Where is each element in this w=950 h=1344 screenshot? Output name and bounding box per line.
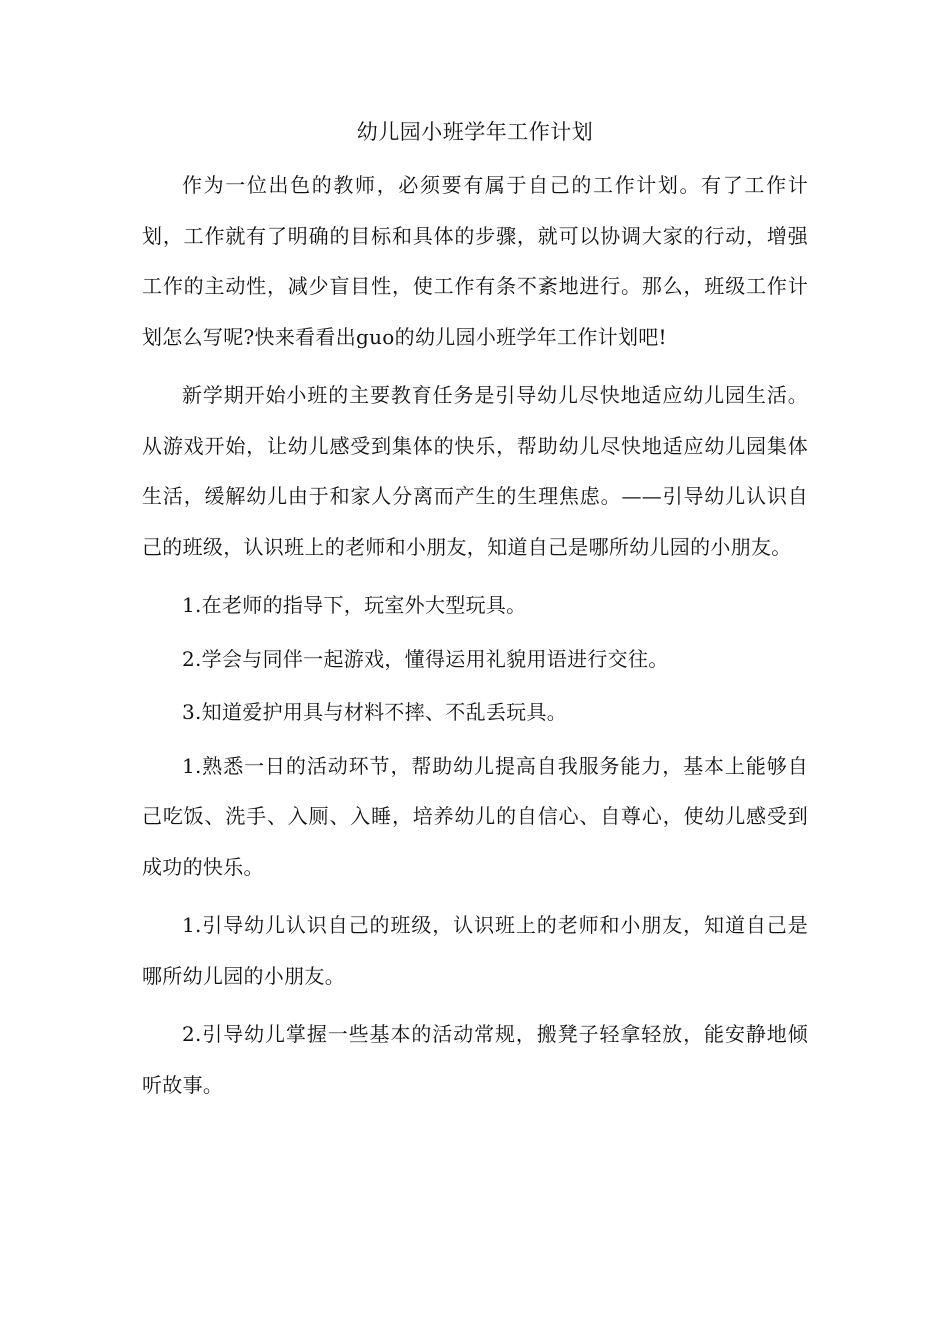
intro-paragraph: 作为一位出色的教师，必须要有属于自己的工作计划。有了工作计划，工作就有了明确的目标和具体的步骤，就可以协调大家的行动，增强工作的主动性，减少盲目性，使工作有条不紊地进行。那么，班级工作计划怎么写呢?快来看看出guo的幼儿园小班学年工作计划吧! — [142, 173, 808, 349]
document-page — [142, 112, 808, 1118]
task-paragraph: 新学期开始小班的主要教育任务是引导幼儿尽快地适应幼儿园生活。从游戏开始，让幼儿感受到集体的快乐，帮助幼儿尽快地适应幼儿园集体生活，缓解幼儿由于和家人分离而产生的生理焦虑。——引导幼儿认识自己的班级，认识班上的老师和小朋友，知道自己是哪所幼儿园的小朋友。 — [142, 383, 808, 559]
list-item: 2.学会与同伴一起游戏，懂得运用礼貌用语进行交往。 — [182, 646, 669, 671]
list-item: 1.熟悉一日的活动环节，帮助幼儿提高自我服务能力，基本上能够自己吃饭、洗手、入厕、入睡，培养幼儿的自信心、自尊心，使幼儿感受到成功的快乐。 — [142, 753, 808, 879]
list-item: 2.引导幼儿掌握一些基本的活动常规，搬凳子轻拿轻放，能安静地倾听故事。 — [142, 1022, 808, 1097]
list-item: 3.知道爱护用具与材料不摔、不乱丢玩具。 — [182, 700, 568, 724]
list-item: 1.引导幼儿认识自己的班级，认识班上的老师和小朋友，知道自己是哪所幼儿园的小朋友。 — [142, 913, 808, 988]
list-item: 1.在老师的指导下，玩室外大型玩具。 — [182, 593, 527, 617]
document-title: 幼儿园小班学年工作计划 — [356, 120, 594, 144]
